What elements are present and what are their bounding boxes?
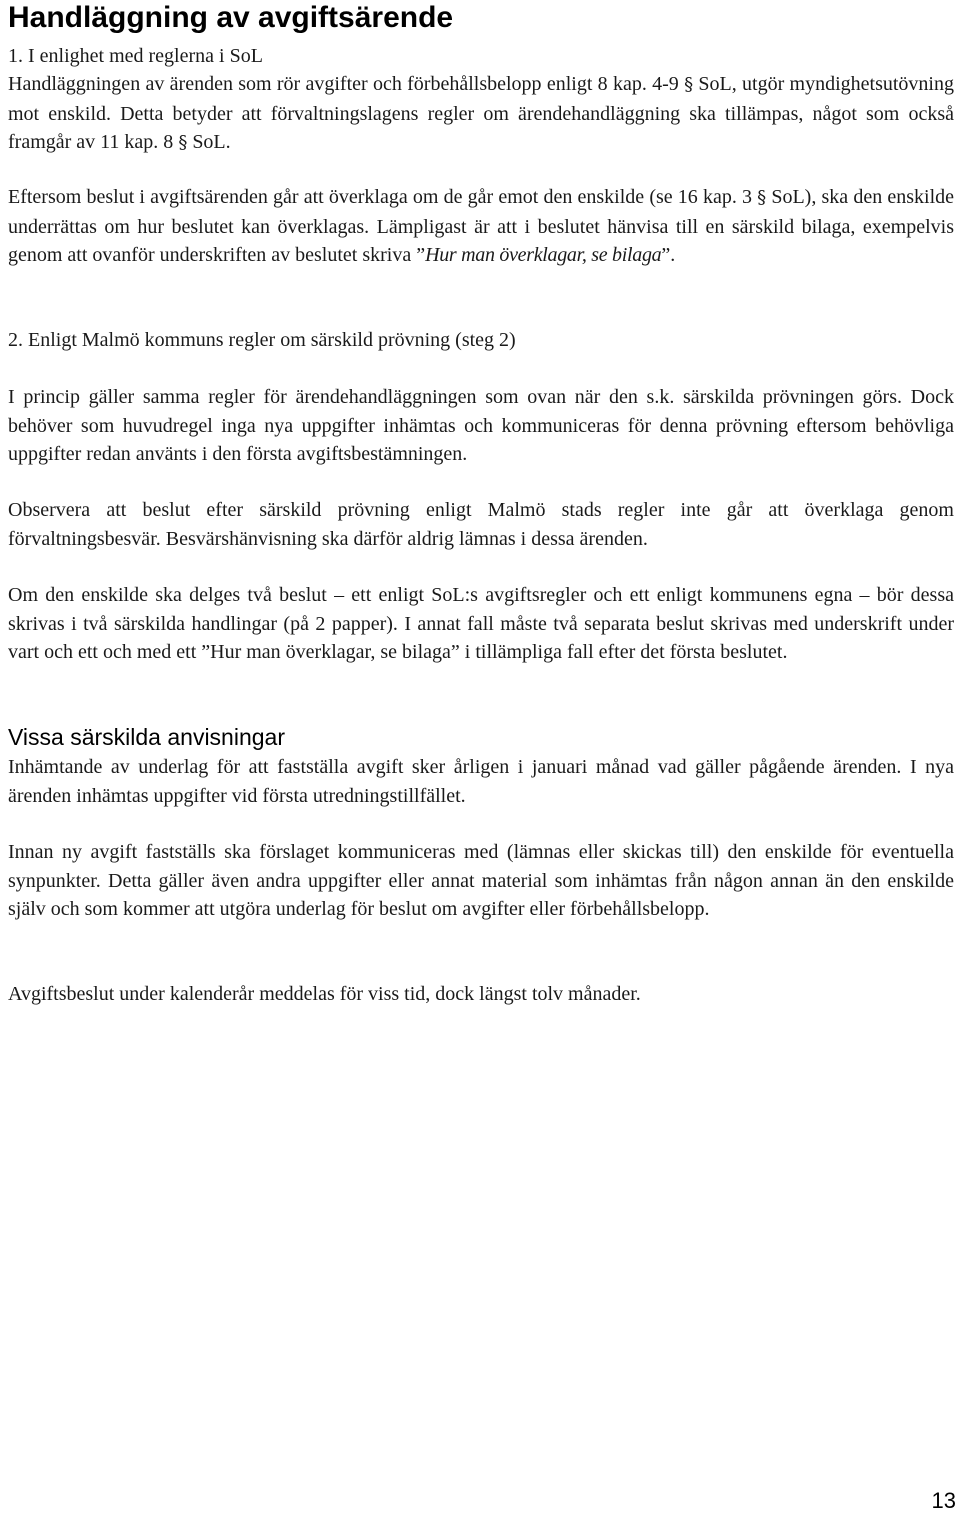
page-heading: Handläggning av avgiftsärende (8, 1, 454, 34)
text-span: SoL, utgör myndighetsutövning mot enskild. Detta betyder att förvaltningslagens regler om ärendehandläggning ska tillämpas, något som också framgår av 11 kap. 8 (8, 73, 954, 153)
page-number: 13 (931, 1488, 956, 1513)
text-span: Handläggningen av ärenden som rör avgifter och förbehållsbelopp enligt 8 kap. 4-9 (8, 73, 685, 95)
section3-heading: Vissa särskilda anvisningar (8, 724, 285, 750)
section-sign-icon: § (684, 74, 694, 95)
section2-paragraph-3: Om den enskilde ska delges två beslut – ett enligt SoL:s avgiftsregler och ett enligt kommunens egna – bör dessa skrivas i två särskilda handlingar (på 2 papper). I annat fall måste två separata beslut skrivas med underskrift under vart och ett och med ett ”Hur man överklagar, se bilaga” i tillämpliga fall efter det första beslutet. (8, 584, 954, 663)
text-span: SoL. (187, 131, 231, 153)
text-span: ”. (661, 244, 676, 266)
section-sign-icon: § (178, 132, 188, 153)
section1-paragraph-2 (8, 183, 954, 270)
text-span: SoL), ska den enskilde underrättas om hur beslutet kan överklagas. Lämpligast är att i beslutet hänvisa till en särskild bilaga, exempelvis genom att ovanför underskriften av beslutet skriva ” (8, 186, 955, 266)
section2-paragraph-2: Observera att beslut efter särskild prövning enligt Malmö stads regler inte går att överklaga genom förvaltningsbesvär. Besvärshänvisning ska därför aldrig lämnas i dessa ärenden. (8, 499, 954, 550)
appeal-reference-italic: Hur man överklagar, se bilaga (425, 244, 662, 266)
section-sign-icon: § (757, 187, 767, 208)
section2-paragraph-1: I princip gäller samma regler för ärendehandläggningen som ovan när den s.k. särskilda prövningen görs. Dock behöver som huvudregel inga nya uppgifter inhämtas och kommuniceras för denna prövning eftersom behövliga uppgifter redan använts i den första avgiftsbestämningen. (8, 386, 954, 465)
section1-paragraph-1 (8, 70, 954, 158)
section1-title: 1. I enlighet med reglerna i SoL (8, 45, 263, 67)
text-span: Eftersom beslut i avgiftsärenden går att överklaga om de går emot den enskilde (se 16 kap. 3 (8, 186, 758, 208)
section3-paragraph-2: Innan ny avgift fastställs ska förslaget kommuniceras med (lämnas eller skickas till) den enskilde för eventuella synpunkter. Detta gäller även andra uppgifter eller annat material som inhämtas från någon annan än den enskilde själv och som kommer att utgöra underlag för beslut om avgifter eller förbehållsbelopp. (8, 841, 954, 920)
section3-paragraph-1: Inhämtande av underlag för att fastställa avgift sker årligen i januari månad vad gäller pågående ärenden. I nya ärenden inhämtas uppgifter vid första utredningstillfället. (8, 756, 954, 807)
section3-paragraph-3: Avgiftsbeslut under kalenderår meddelas för viss tid, dock längst tolv månader. (8, 983, 641, 1005)
section2-title: 2. Enligt Malmö kommuns regler om särskild prövning (steg 2) (8, 329, 516, 351)
